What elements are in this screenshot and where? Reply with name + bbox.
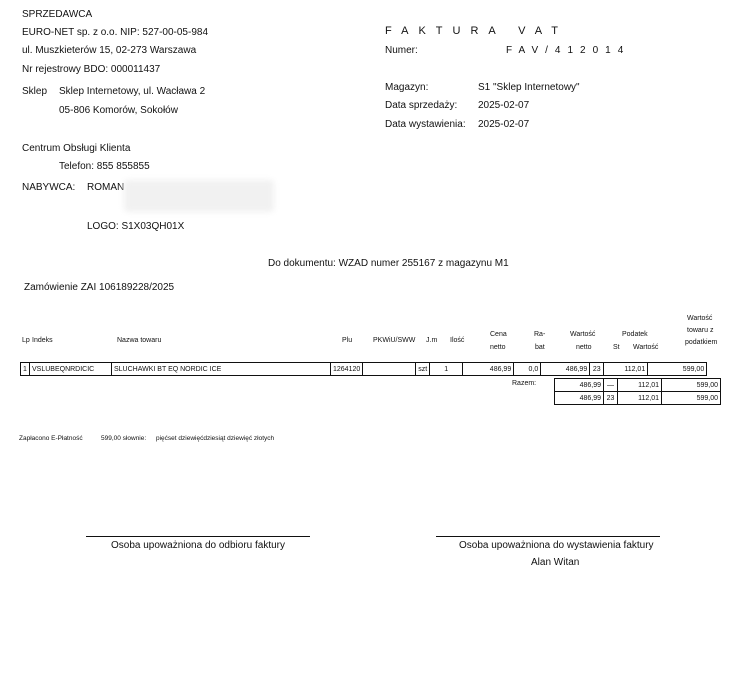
total-gross: 599,00 <box>662 379 721 392</box>
warehouse-label: Magazyn: <box>385 82 429 93</box>
cell-net-price: 486,99 <box>463 363 514 376</box>
invoice-number-label: Numer: <box>385 45 418 56</box>
buyer-logo: LOGO: S1X03QH01X <box>87 221 185 232</box>
sale-date-label: Data sprzedaży: <box>385 100 458 111</box>
col-unit: J.m <box>426 337 438 344</box>
table-row <box>555 379 721 392</box>
receiver-signature-label: Osoba upoważniona do odbioru faktury <box>111 540 286 551</box>
summary-net-value: 486,99 <box>555 392 604 405</box>
table-row <box>21 363 707 376</box>
col-net-value-1: Wartość <box>570 331 596 338</box>
receiver-signature-line <box>86 536 310 537</box>
invoice-title: FAKTURA VAT <box>385 25 568 37</box>
issuer-name: Alan Witan <box>531 557 580 568</box>
col-lp: Lp <box>22 337 30 344</box>
shop-line1: Sklep Internetowy, ul. Wacława 2 <box>59 86 206 97</box>
col-pkwiu: PKWiU/SWW <box>373 337 416 344</box>
seller-name-nip: EURO-NET sp. z o.o. NIP: 527-00-05-984 <box>22 27 209 38</box>
cell-qty: 1 <box>430 363 463 376</box>
service-center: Centrum Obsługi Klienta <box>22 143 131 154</box>
summary-gross: 599,00 <box>662 392 721 405</box>
col-gross-1: Wartość <box>687 315 713 322</box>
col-tax-rate: St <box>613 344 620 351</box>
col-discount-2: bat <box>535 344 545 351</box>
payment-method: Zapłacono E-Płatność <box>19 435 83 442</box>
order-number: Zamówienie ZAI 106189228/2025 <box>24 282 175 293</box>
total-tax-value: 112,01 <box>618 379 662 392</box>
buyer-name: ROMAN <box>87 182 125 193</box>
total-label: Razem: <box>512 380 537 387</box>
sale-date: 2025-02-07 <box>478 100 530 111</box>
payment-words: pięćset dziewięćdziesiąt dziewięć złotych <box>156 435 275 442</box>
cell-gross: 599,00 <box>648 363 707 376</box>
issuer-signature-line <box>436 536 660 537</box>
col-net-price-1: Cena <box>490 331 507 338</box>
shop-line2: 05-806 Komorów, Sokołów <box>59 105 178 116</box>
buyer-label: NABYWCA: <box>22 182 76 193</box>
col-plu: Plu <box>342 337 353 344</box>
issue-date: 2025-02-07 <box>478 119 530 130</box>
col-qty: Ilość <box>450 337 465 344</box>
col-discount-1: Ra- <box>534 331 546 338</box>
shop-label: Sklep <box>22 86 48 97</box>
col-index: Indeks <box>32 337 53 344</box>
items-table <box>20 362 707 376</box>
issuer-signature-label: Osoba upoważniona do wystawienia faktury <box>459 540 654 551</box>
col-tax-value: Wartość <box>633 344 659 351</box>
seller-heading: SPRZEDAWCA <box>22 9 93 20</box>
service-phone: Telefon: 855 855855 <box>59 161 150 172</box>
col-tax: Podatek <box>622 331 648 338</box>
cell-tax-value: 112,01 <box>604 363 648 376</box>
totals-table <box>554 378 721 405</box>
seller-address: ul. Muszkieterów 15, 02-273 Warszawa <box>22 45 197 56</box>
table-row <box>555 392 721 405</box>
cell-net-value: 486,99 <box>541 363 590 376</box>
col-name: Nazwa towaru <box>117 337 162 344</box>
cell-plu: 1264120 <box>331 363 363 376</box>
cell-name: SLUCHAWKI BT EQ NORDIC ICE <box>112 363 331 376</box>
cell-pkwiu <box>363 363 416 376</box>
summary-tax-value: 112,01 <box>618 392 662 405</box>
warehouse-value: S1 "Sklep Internetowy" <box>478 82 580 93</box>
issue-date-label: Data wystawienia: <box>385 119 466 130</box>
cell-index: VSLUBEQNRDICIC <box>30 363 112 376</box>
invoice-number: FAV/412014 <box>506 45 631 56</box>
document-reference: Do dokumentu: WZAD numer 255167 z magazynu M1 <box>268 258 509 269</box>
col-net-value-2: netto <box>576 344 592 351</box>
col-gross-3: podatkiem <box>685 339 718 346</box>
col-gross-2: towaru z <box>687 327 714 334</box>
total-net-value: 486,99 <box>555 379 604 392</box>
cell-lp: 1 <box>21 363 30 376</box>
cell-tax-rate: 23 <box>590 363 604 376</box>
cell-discount: 0,0 <box>514 363 541 376</box>
payment-amount: 599,00 słownie: <box>101 435 147 442</box>
redacted-area <box>124 180 274 212</box>
cell-unit: szt <box>416 363 430 376</box>
seller-bdo: Nr rejestrowy BDO: 000011437 <box>22 64 161 75</box>
summary-tax-rate: 23 <box>604 392 618 405</box>
col-net-price-2: netto <box>490 344 506 351</box>
total-tax-rate: — <box>604 379 618 392</box>
